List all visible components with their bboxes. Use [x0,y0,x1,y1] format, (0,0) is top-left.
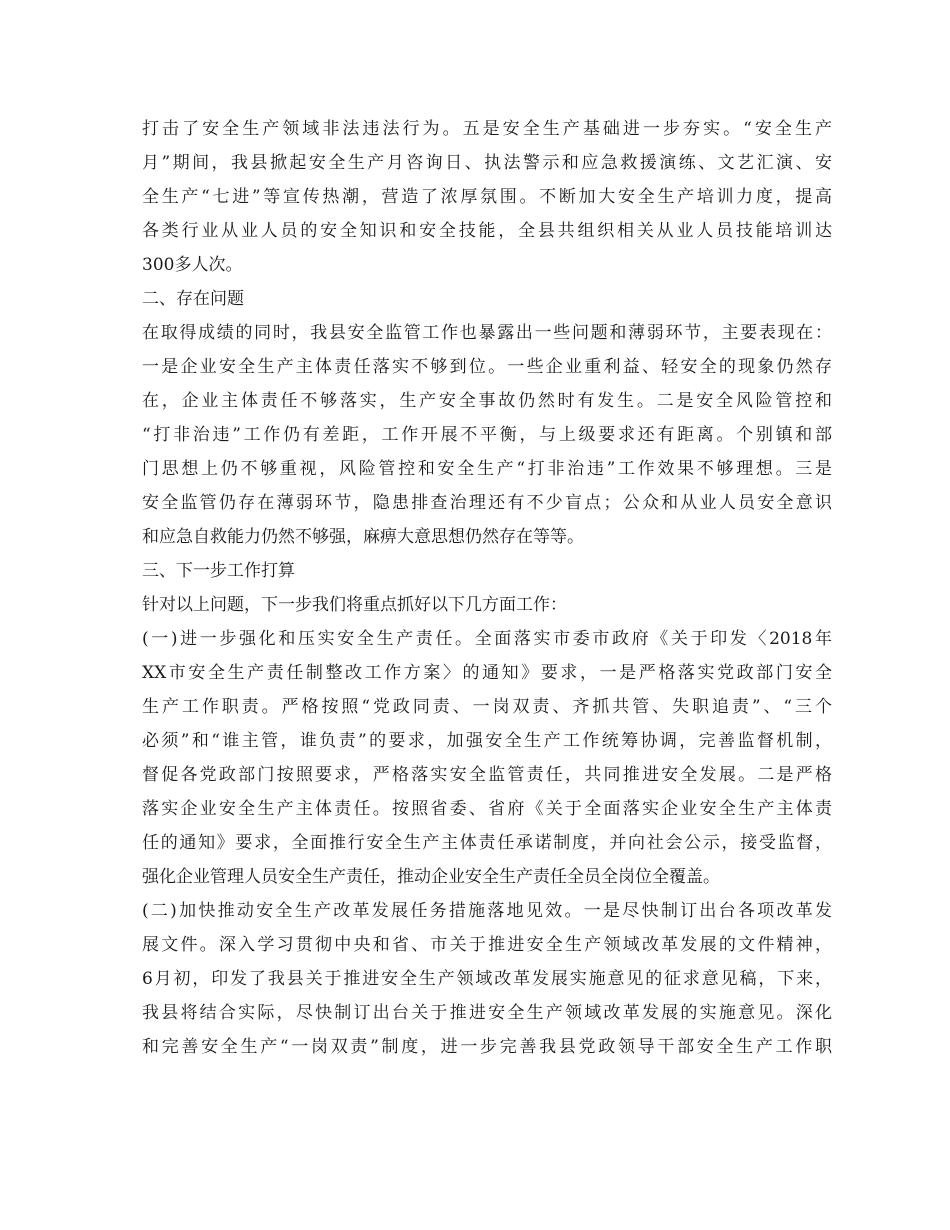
text-line: (二)加快推动安全生产改革发展任务措施落地见效。一是尽快制订出台各项改革发 [142,901,832,921]
text-line: 任的通知》要求，全面推行安全生产主体责任承诺制度，并向社会公示，接受监督， [142,833,832,853]
text-line: XX市安全生产责任制整改工作方案〉的通知》要求，一是严格落实党政部门安全 [142,663,832,683]
text-line: 展文件。深入学习贯彻中央和省、市关于推进安全生产领域改革发展的文件精神， [142,935,832,955]
text-line: 全生产“七进”等宣传热潮，营造了浓厚氛围。不断加大安全生产培训力度，提高 [142,187,832,207]
text-line: 一是企业安全生产主体责任落实不够到位。一些企业重利益、轻安全的现象仍然存 [142,357,832,377]
text-line: 三、下一步工作打算 [142,561,295,581]
document-body [142,112,832,1064]
text-line: 督促各党政部门按照要求，严格落实安全监管责任，共同推进安全发展。二是严格 [142,765,832,785]
text-line: 必须”和“谁主管，谁负责”的要求，加强安全生产工作统筹协调，完善监督机制， [142,731,832,751]
text-line: 二、存在问题 [142,289,244,309]
text-line: 我县将结合实际，尽快制订出台关于推进安全生产领域改革发展的实施意见。深化 [142,1003,832,1023]
text-line: 针对以上问题，下一步我们将重点抓好以下几方面工作： [142,595,567,615]
text-line: “打非治违”工作仍有差距，工作开展不平衡，与上级要求还有距离。个别镇和部 [142,425,832,445]
text-line: 安全监管仍存在薄弱环节，隐患排查治理还有不少盲点；公众和从业人员安全意识 [142,493,832,513]
text-line: 生产工作职责。严格按照“党政同责、一岗双责、齐抓共管、失职追责”、“三个 [142,697,832,717]
text-line: 在取得成绩的同时，我县安全监管工作也暴露出一些问题和薄弱环节，主要表现在： [142,323,832,343]
text-line: 和应急自救能力仍然不够强，麻痹大意思想仍然存在等等。 [142,527,584,547]
text-line: 落实企业安全生产主体责任。按照省委、省府《关于全面落实企业安全生产主体责 [142,799,832,819]
text-line: 300多人次。 [142,255,243,275]
text-line: 强化企业管理人员安全生产责任，推动企业安全生产责任全员全岗位全覆盖。 [142,867,720,887]
text-line: 门思想上仍不够重视，风险管控和安全生产“打非治违”工作效果不够理想。三是 [142,459,832,479]
text-line: 6月初，印发了我县关于推进安全生产领域改革发展实施意见的征求意见稿，下来， [142,969,832,989]
text-line: 和完善安全生产“一岗双责”制度，进一步完善我县党政领导干部安全生产工作职 [142,1037,832,1057]
text-line: 打击了安全生产领域非法违法行为。五是安全生产基础进一步夯实。“安全生产 [142,119,832,139]
text-line: 在，企业主体责任不够落实，生产安全事故仍然时有发生。二是安全风险管控和 [142,391,832,411]
text-line: (一)进一步强化和压实安全生产责任。全面落实市委市政府《关于印发〈2018年 [142,629,832,649]
text-line: 各类行业从业人员的安全知识和安全技能，全县共组织相关从业人员技能培训达 [142,221,832,241]
text-line: 月”期间，我县掀起安全生产月咨询日、执法警示和应急救援演练、文艺汇演、安 [142,153,832,173]
